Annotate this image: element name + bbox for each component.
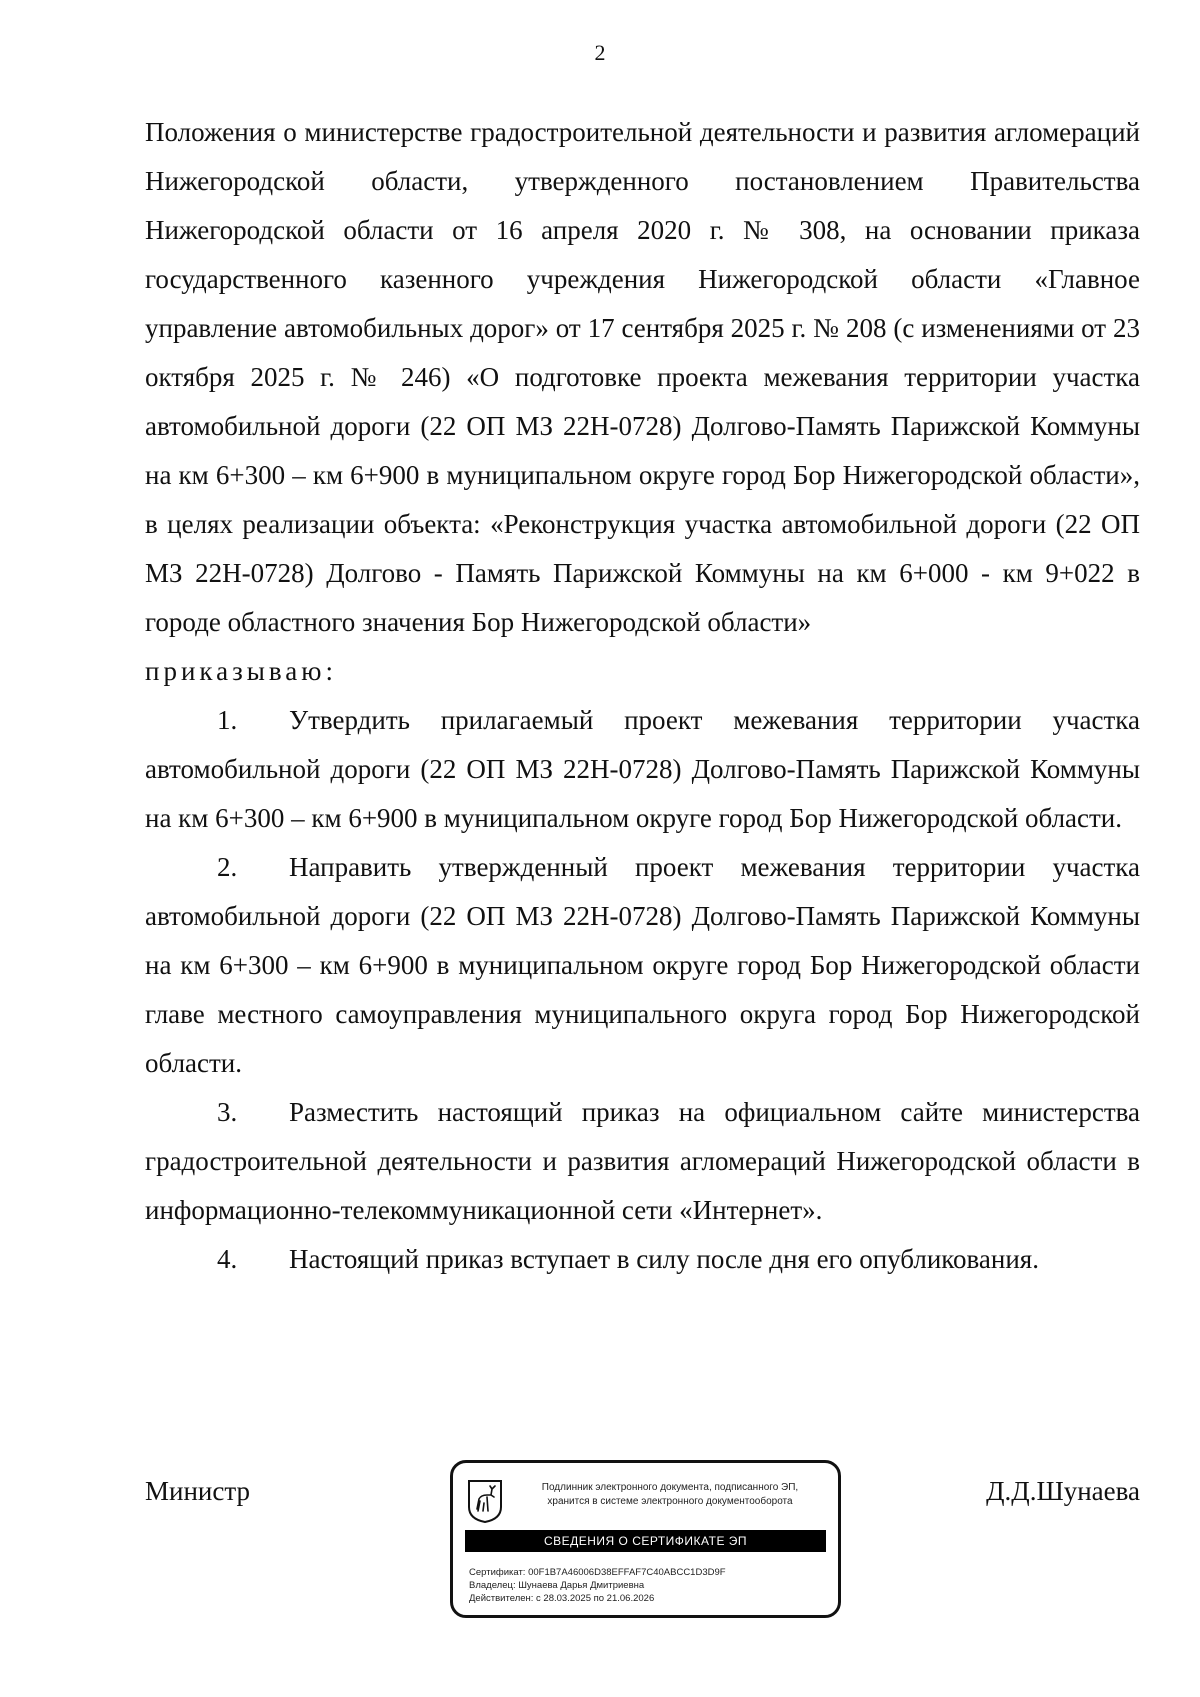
stamp-note [515, 1481, 825, 1509]
stamp-details [469, 1566, 726, 1605]
signer-name: Д.Д.Шунаева [986, 1476, 1140, 1506]
list-item [145, 1088, 1140, 1235]
item-text: Направить утвержденный проект межевания территории участка автомобильной дороги (22 ОП МЗ 22Н-0728) Долгово-Память Парижской Коммуны на км 6+300 – км 6+900 в муниципальном округе город Бор Нижегородской области главе местного самоуправления муниципального округа город Бор Нижегородской области. [145, 852, 1140, 1078]
item-text: Утвердить прилагаемый проект межевания территории участка автомобильной дороги (22 ОП МЗ 22Н-0728) Долгово-Память Парижской Коммуны на км 6+300 – км 6+900 в муниципальном округе город Бор Нижегородской области. [145, 705, 1140, 833]
list-item [145, 696, 1140, 843]
page-number: 2 [594, 40, 606, 65]
document-body [145, 108, 1140, 1284]
directive-word: приказываю: [145, 656, 337, 686]
item-number: 4. [217, 1244, 238, 1274]
item-number: 2. [217, 852, 238, 882]
certificate-number: Сертификат: 00F1B7A46006D38EFFAF7C40ABCC1D3D9F [469, 1567, 726, 1578]
stamp-note-line: хранится в системе электронного документооборота [547, 1496, 793, 1507]
item-text: Разместить настоящий приказ на официальном сайте министерства градостроительной деятельности и развития агломераций Нижегородской области в информационно-телекоммуникационной сети «Интернет». [145, 1097, 1140, 1225]
item-text: Настоящий приказ вступает в силу после дня его опубликования. [289, 1244, 1039, 1274]
list-item [145, 843, 1140, 1088]
item-number: 3. [217, 1097, 238, 1127]
e-signature-stamp [450, 1460, 841, 1618]
certificate-validity: Действителен: с 28.03.2025 по 21.06.2026 [469, 1593, 655, 1604]
signature-block [145, 1460, 1140, 1620]
list-item [145, 1235, 1140, 1284]
intro-paragraph: Положения о министерстве градостроительной деятельности и развития агломераций Нижегородской области, утвержденного постановлением Правительства Нижегородской области от 16 апреля 2020 г. № 308, на основании приказа государственного казенного учреждения Нижегородской области «Главное управление автомобильных дорог» от 17 сентября 2025 г. № 208 (с изменениями от 23 октября 2025 г. № 246) «О подготовке проекта межевания территории участка автомобильной дороги (22 ОП МЗ 22Н-0728) Долгово-Память Парижской Коммуны на км 6+300 – км 6+900 в муниципальном округе город Бор Нижегородской области», в целях реализации объекта: «Реконструкция участка автомобильной дороги (22 ОП МЗ 22Н-0728) Долгово - Память Парижской Коммуны на км 6+000 - км 9+022 в городе областного значения Бор Нижегородской области» [145, 117, 1140, 637]
stamp-note-line: Подлинник электронного документа, подписанного ЭП, [541, 1482, 799, 1493]
certificate-owner: Владелец: Шунаева Дарья Дмитриевна [469, 1580, 645, 1591]
stamp-header: СВЕДЕНИЯ О СЕРТИФИКАТЕ ЭП [465, 1530, 826, 1552]
item-number: 1. [217, 705, 238, 735]
deer-emblem-icon [467, 1479, 503, 1523]
signer-role: Министр [145, 1476, 250, 1506]
